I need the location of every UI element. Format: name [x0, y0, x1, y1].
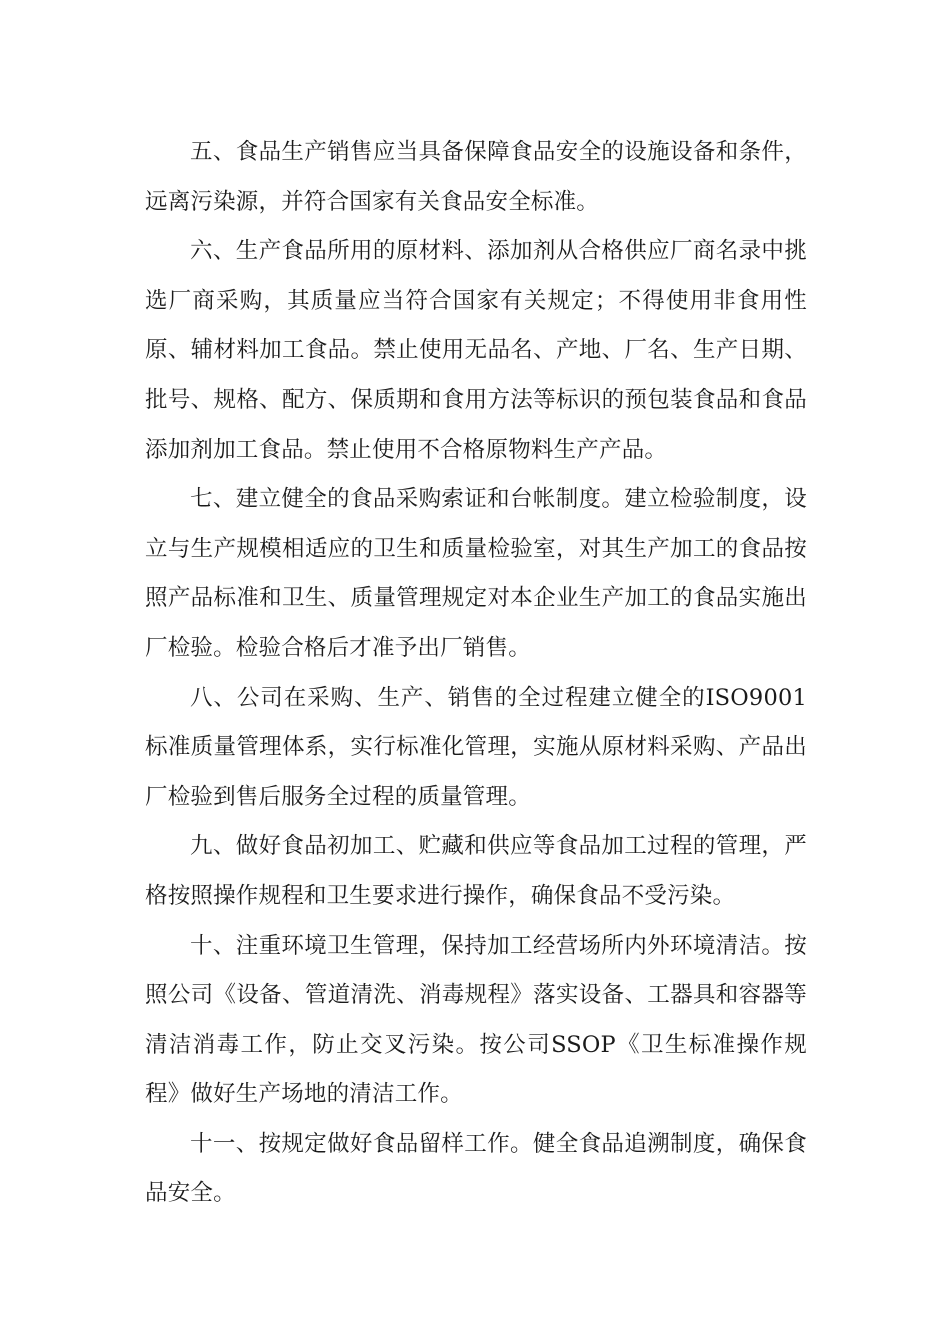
paragraph-5: 五、食品生产销售应当具备保障食品安全的设施设备和条件，远离污染源，并符合国家有关食品安全标准。: [145, 139, 807, 215]
paragraph-7: 七、建立健全的食品采购索证和台帐制度。建立检验制度，设立与生产规模相适应的卫生和质量检验室，对其生产加工的食品按照产品标准和卫生、质量管理规定对本企业生产加工的食品实施出厂检验。检验合格后才准予出厂销售。: [145, 486, 807, 661]
paragraph-11: 十一、按规定做好食品留样工作。健全食品追溯制度，确保食品安全。: [145, 1130, 807, 1207]
paragraph-9: 九、做好食品初加工、贮藏和供应等食品加工过程的管理，严格按照操作规程和卫生要求进行操作，确保食品不受污染。: [145, 833, 807, 909]
paragraph-6: 六、生产食品所用的原材料、添加剂从合格供应厂商名录中挑选厂商采购，其质量应当符合国家有关规定；不得使用非食用性原、辅材料加工食品。禁止使用无品名、产地、厂名、生产日期、批号、规格、配方、保质期和食用方法等标识的预包装食品和食品添加剂加工食品。禁止使用不合格原物料生产产品。: [145, 238, 807, 463]
paragraph-8: 八、公司在采购、生产、销售的全过程建立健全的ISO9001标准质量管理体系，实行标准化管理，实施从原材料采购、产品出厂检验到售后服务全过程的质量管理。: [145, 684, 807, 810]
document-body: [145, 128, 807, 1219]
paragraph-10: 十、注重环境卫生管理，保持加工经营场所内外环境清洁。按照公司《设备、管道清洗、消毒规程》落实设备、工器具和容器等清洁消毒工作，防止交叉污染。按公司SSOP《卫生标准操作规程》做好生产场地的清洁工作。: [145, 932, 807, 1108]
